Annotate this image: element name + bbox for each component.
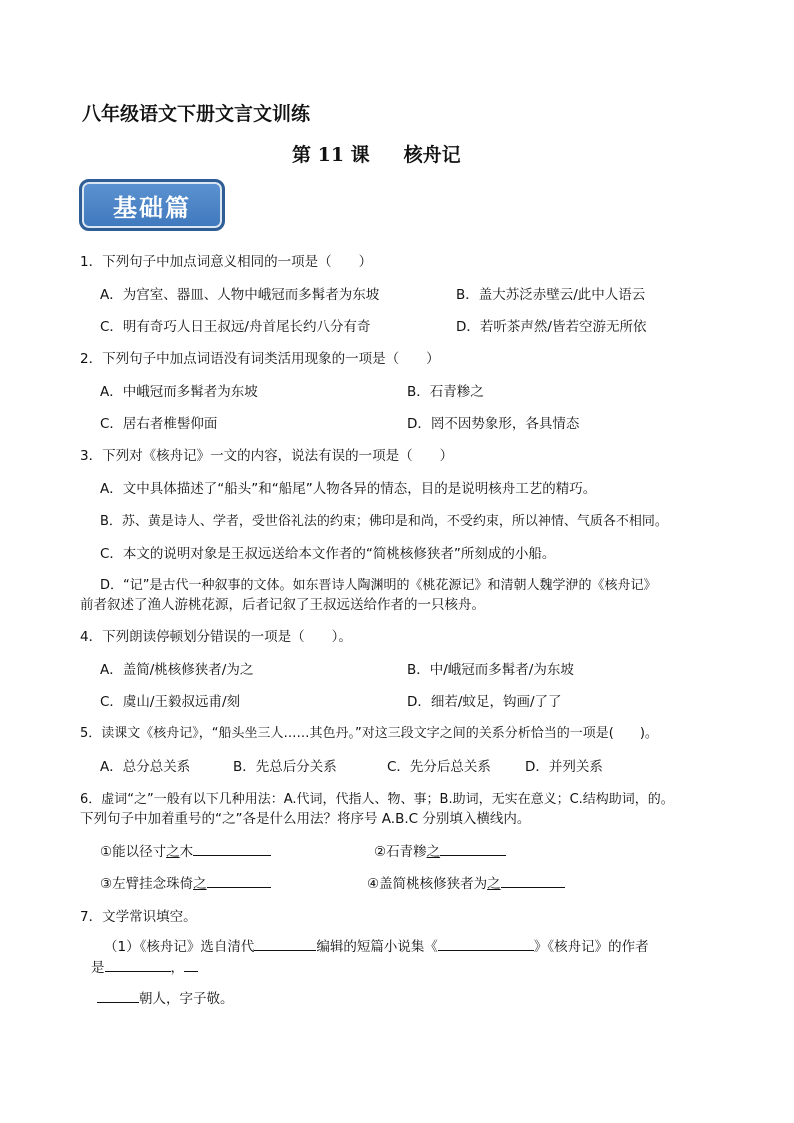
question-7-line1: （1）《核舟记》选自清代 编辑的短篇小说集《 》《核舟记》的作者 xyxy=(104,935,649,955)
question-2-option-b: B．石青糁之 xyxy=(407,384,484,400)
answer-blank-7-dynasty[interactable] xyxy=(97,988,139,1003)
lesson-name: 核舟记 xyxy=(403,144,461,166)
question-2-stem: 2．下列句子中加点词语没有词类活用现象的一项是（ ） xyxy=(80,351,440,367)
answer-blank-6-3[interactable] xyxy=(207,873,271,888)
answer-blank-6-4[interactable] xyxy=(501,873,565,888)
lesson-heading xyxy=(292,140,461,167)
question-5-option-c: C．先分后总关系 xyxy=(387,759,491,775)
answer-blank-7-collection[interactable] xyxy=(438,936,534,951)
question-4-stem: 4．下列朗读停顿划分错误的一项是（ ）。 xyxy=(80,629,352,645)
question-3-option-d-line1: D．“记”是古代一种叙事的文体。如东晋诗人陶渊明的《桃花源记》和清朝人魏学洢的《核舟记》 xyxy=(100,578,657,593)
question-2-option-c: C．居右者椎髻仰面 xyxy=(100,416,218,432)
question-1-option-a: A．为宫室、器皿、人物中峨冠而多髯者为东坡 xyxy=(100,287,380,303)
question-6-item-4: ④盖简桃核修狭者为之 xyxy=(367,872,565,892)
question-3-option-b: B．苏、黄是诗人、学者，受世俗礼法的约束；佛印是和尚，不受约束，所以神情、气质各不相同。 xyxy=(100,514,668,529)
question-5-stem: 5．读课文《核舟记》，“船头坐三人……其色丹。”对这三段文字之间的关系分析恰当的一项是( )。 xyxy=(80,726,658,741)
question-3-stem: 3．下列对《核舟记》一文的内容，说法有误的一项是（ ） xyxy=(80,448,454,464)
question-3-option-d-line2: 前者叙述了渔人游桃花源，后者记叙了王叔远送给作者的一只核舟。 xyxy=(80,597,485,613)
question-1-option-d: D．若听茶声然/皆若空游无所依 xyxy=(456,319,647,335)
question-6-line2: 下列句子中加着重号的“之”各是什么用法？将序号 A.B.C 分别填入横线内。 xyxy=(80,811,531,827)
question-5-option-d: D．并列关系 xyxy=(525,759,603,775)
answer-blank-6-2[interactable] xyxy=(440,841,506,856)
answer-blank-7-editor[interactable] xyxy=(254,936,316,951)
question-6-item-2: ②石青糁之 xyxy=(374,840,506,860)
answer-blank-7-dynasty-start[interactable] xyxy=(184,957,198,972)
question-6-item-3: ③左臂挂念珠倚之 xyxy=(100,872,271,892)
question-6-line1: 6．虚词“之”一般有以下几种用法：A.代词，代指人、物、事；B.助词，无实在意义；C.结构助词，的。 xyxy=(80,792,674,807)
question-5-option-b: B．先总后分关系 xyxy=(233,759,337,775)
question-4-option-d: D．细若/蚊足，钩画/了了 xyxy=(407,694,562,710)
question-3-option-c: C．本文的说明对象是王叔远送给本文作者的“简桃核修狭者”所刻成的小船。 xyxy=(100,546,556,562)
lesson-number: 第 11 课 xyxy=(292,144,370,166)
question-4-option-b: B．中/峨冠而多髯者/为东坡 xyxy=(407,662,574,678)
question-7-line3: 朝人，字子敬。 xyxy=(97,987,234,1007)
question-3-option-a: A．文中具体描述了“船头”和“船尾”人物各异的情态，目的是说明核舟工艺的精巧。 xyxy=(100,481,597,497)
question-1-option-b: B．盖大苏泛赤壁云/此中人语云 xyxy=(456,287,646,303)
answer-blank-7-author[interactable] xyxy=(105,957,171,972)
question-2-option-a: A．中峨冠而多髯者为东坡 xyxy=(100,384,258,400)
answer-blank-6-1[interactable] xyxy=(193,841,271,856)
section-badge: 基础篇 xyxy=(79,179,225,231)
question-7-line2: 是 ， xyxy=(91,956,198,976)
question-6-item-1: ①能以径寸之木 xyxy=(100,840,271,860)
document-title: 八年级语文下册文言文训练 xyxy=(82,103,311,125)
question-4-option-c: C．虞山/王毅叔远甫/刻 xyxy=(100,694,241,710)
question-4-option-a: A．盖简/桃核修狭者/为之 xyxy=(100,662,254,678)
question-7-stem: 7．文学常识填空。 xyxy=(80,909,197,925)
question-2-option-d: D．罔不因势象形，各具情态 xyxy=(407,416,580,432)
question-1-option-c: C．明有奇巧人日王叔远/舟首尾长约八分有奇 xyxy=(100,319,371,335)
question-5-option-a: A．总分总关系 xyxy=(100,759,191,775)
question-1-stem: 1．下列句子中加点词意义相同的一项是（ ） xyxy=(80,254,373,270)
